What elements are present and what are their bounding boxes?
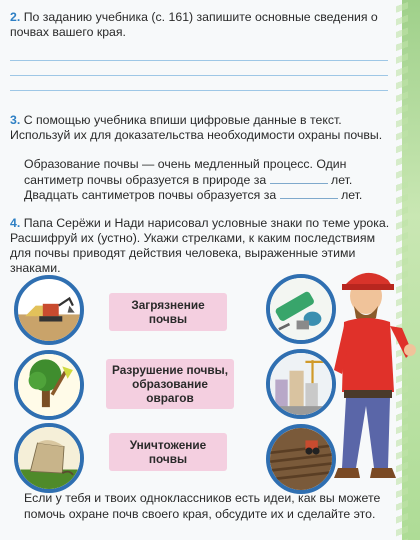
- task-3: [10, 113, 398, 143]
- label-3-line-2: почвы: [148, 452, 188, 466]
- paragraph-line-2-end: лет.: [331, 172, 353, 187]
- label-2-line-1: Разрушение почвы,: [112, 363, 228, 377]
- paragraph-line-3-text: Двадцать сантиметров почвы образуется за: [24, 188, 277, 203]
- years-blank-2[interactable]: [280, 198, 338, 199]
- paragraph-line-3-end: лет.: [341, 188, 363, 203]
- man-illustration: [322, 262, 418, 488]
- answer-line-3[interactable]: [10, 90, 388, 91]
- paragraph-line-2: [24, 173, 394, 189]
- label-1-line-1: Загрязнение: [131, 298, 205, 312]
- task-3-number: 3.: [10, 113, 21, 127]
- label-soil-destruction[interactable]: [106, 359, 234, 409]
- task-2-number: 2.: [10, 10, 21, 24]
- paragraph-line-2-text: сантиметр почвы образуется в природе за: [24, 172, 267, 187]
- label-2-line-3: оврагов: [146, 391, 194, 405]
- label-soil-destruction-total[interactable]: [109, 433, 227, 471]
- task-3-paragraph: [24, 157, 394, 204]
- task-4-text: Папа Серёжи и Нади нарисовал условные знаки по теме урока. Расшифруй их (устно). Укажи стрелками, к каким последствиям для почвы приводят действия человека, выраженные этими знаками.: [10, 216, 390, 275]
- bottom-instruction: Если у тебя и твоих одноклассников есть идеи, как вы можете помочь охране почв своего края, обсудите их и сделайте это.: [24, 491, 381, 521]
- task-4-number: 4.: [10, 216, 21, 230]
- paragraph-line-3: [24, 188, 394, 204]
- years-blank-1[interactable]: [270, 183, 328, 184]
- task-2-text: По заданию учебника (с. 161) запишите основные сведения о почвах вашего края.: [10, 10, 378, 39]
- fertilizer-bag-icon[interactable]: [14, 423, 84, 493]
- task-3-text: С помощью учебника впиши цифровые данные в текст. Используй их для доказательства необходимости охраны почвы.: [10, 113, 383, 142]
- label-1-line-2: почвы: [148, 312, 188, 326]
- label-2-line-2: образование: [132, 377, 208, 391]
- label-3-line-1: Уничтожение: [129, 438, 207, 452]
- task-2: [10, 10, 398, 40]
- answer-line-1[interactable]: [10, 60, 388, 61]
- tree-axe-icon[interactable]: [14, 350, 84, 420]
- paragraph-line-1: Образование почвы — очень медленный процесс. Один: [24, 157, 347, 171]
- label-soil-pollution[interactable]: [109, 293, 227, 331]
- answer-line-2[interactable]: [10, 75, 388, 76]
- excavator-icon[interactable]: [14, 275, 84, 345]
